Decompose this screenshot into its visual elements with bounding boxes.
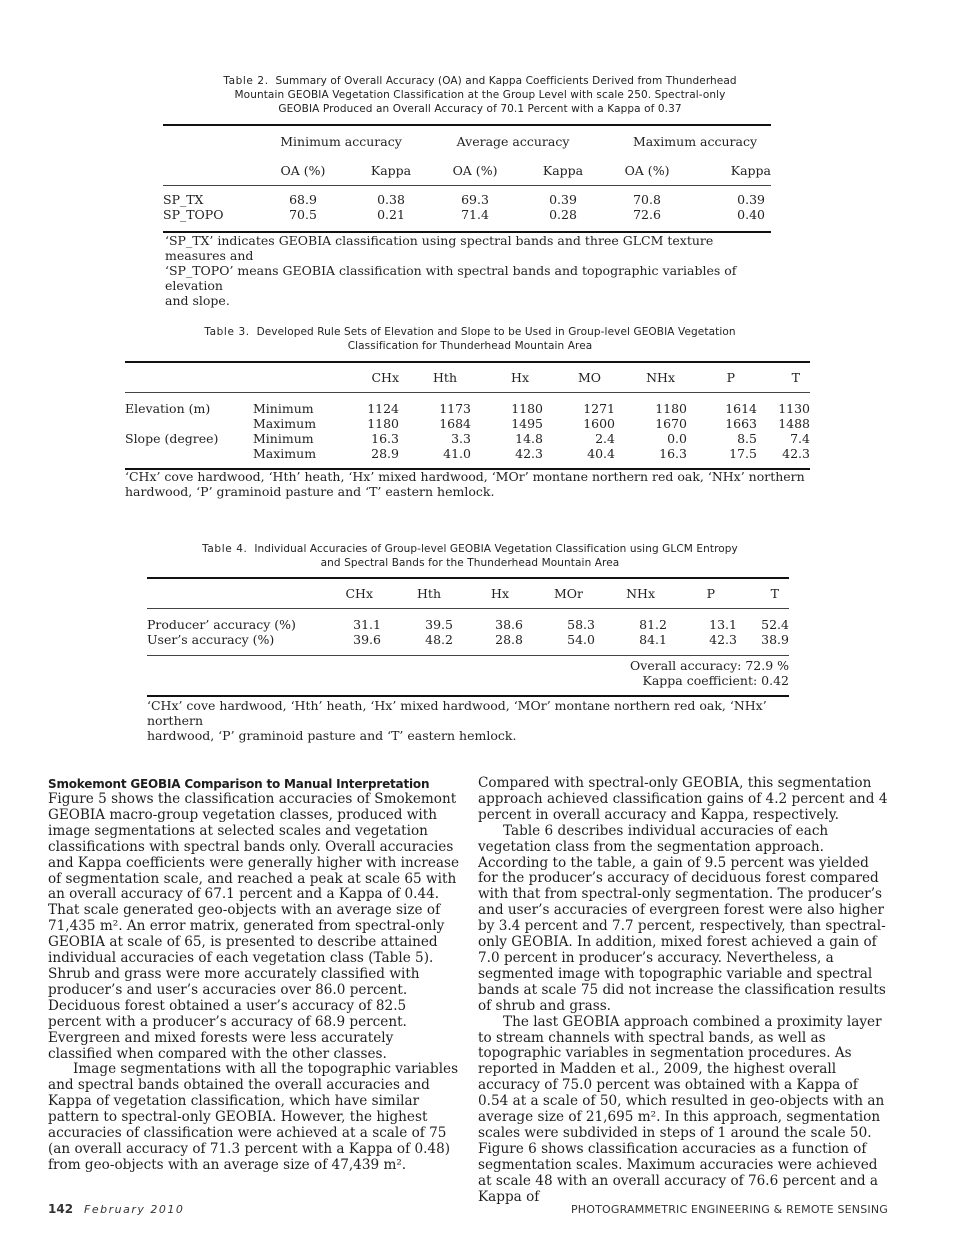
- table-cell: 72.6: [633, 207, 661, 222]
- table-row: [163, 207, 771, 222]
- table2-row-label: SP_TX: [163, 192, 204, 207]
- table-cell: 16.3: [659, 446, 687, 461]
- table-cell: 1130: [778, 401, 810, 416]
- table4-header: P: [706, 585, 715, 601]
- left-column: [48, 776, 460, 1174]
- table-cell: 39.5: [425, 617, 453, 632]
- table-cell: 1124: [367, 401, 399, 416]
- issue-date: February 2010: [84, 1203, 185, 1216]
- table-cell: 42.3: [782, 446, 810, 461]
- table3-caption-line-1: [160, 325, 780, 339]
- page-number: 142: [48, 1202, 74, 1216]
- journal-name: PHOTOGRAMMETRIC ENGINEERING & REMOTE SENSING: [570, 1203, 888, 1216]
- table3-header: Hth: [433, 369, 457, 385]
- table3-header: T: [791, 369, 800, 385]
- table-cell: 70.5: [289, 207, 317, 222]
- table-cell: 28.8: [495, 632, 523, 647]
- table4-header: CHx: [345, 585, 373, 601]
- table-cell: 1180: [655, 401, 687, 416]
- table-cell: 0.40: [737, 207, 766, 222]
- table2-caption-line-1: [165, 74, 795, 88]
- table2-caption-line-3: GEOBIA Produced an Overall Accuracy of 70.1 Percent with a Kappa of 0.37: [278, 103, 682, 115]
- table2-group-header: Maximum accuracy: [633, 134, 758, 149]
- table-cell: 0.38: [377, 192, 405, 207]
- table3-note-line: ‘CHx’ cove hardwood, ‘Hth’ heath, ‘Hx’ mixed hardwood, ‘MOr’ montane northern red oak, ‘NHx’ northern: [125, 469, 805, 484]
- table-row: [147, 632, 789, 647]
- body-paragraph: Compared with spectral-only GEOBIA, this segmentation approach achieved classification gains of 4.2 percent and 4 percent in overall accuracy and Kappa, respectively.: [478, 775, 888, 823]
- table-cell: 1180: [367, 416, 399, 431]
- table-cell: 0.0: [667, 431, 687, 446]
- table-cell: 3.3: [451, 431, 471, 446]
- section-heading: Smokemont GEOBIA Comparison to Manual Interpretation: [48, 777, 430, 791]
- table4-header: T: [770, 585, 779, 601]
- table3-row-group: Elevation (m): [125, 401, 211, 416]
- footer-left: [48, 1202, 184, 1216]
- table4-row-label: User’s accuracy (%): [147, 632, 275, 647]
- table4-header: Hth: [417, 585, 441, 601]
- table3-row-stat: Minimum: [253, 431, 314, 446]
- body-paragraph: Table 6 describes individual accuracies of each vegetation class from the segmentation approach. According to the table, a gain of 9.5 percent was yielded for the producer’s accuracy of deciduous forest compared with that from spectral-only segmentation. The producer’s and user’s accuracies of evergreen forest were also higher by 3.4 percent and 7.7 percent, respectively, than spectral-only GEOBIA. In addition, mixed forest achieved a gain of 7.0 percent in producer’s accuracy. Nevertheless, a segmented image with topographic variable and spectral bands at scale 75 did not increase the classification results of shrub and grass.: [478, 822, 886, 1014]
- table-cell: 39.6: [353, 632, 381, 647]
- table-cell: 40.4: [587, 446, 615, 461]
- table-cell: 8.5: [737, 431, 757, 446]
- table4-caption-line-2: and Spectral Bands for the Thunderhead Mountain Area: [320, 557, 620, 569]
- table-cell: 58.3: [567, 617, 595, 632]
- table2-group-header: Minimum accuracy: [280, 134, 402, 149]
- table4-note-line: hardwood, ‘P’ graminoid pasture and ‘T’ eastern hemlock.: [147, 728, 517, 743]
- table-cell: 38.9: [761, 632, 789, 647]
- table-cell: 1684: [439, 416, 471, 431]
- table-cell: 81.2: [639, 617, 667, 632]
- table2-sub-header: OA (%): [280, 163, 326, 179]
- table2-note: [165, 233, 775, 308]
- table2-caption-label: Table 2.: [223, 75, 269, 87]
- table4-caption-label: Table 4.: [202, 543, 248, 555]
- table-cell: 42.3: [709, 632, 737, 647]
- table3-header: Hx: [511, 369, 529, 385]
- table3-row-group: [125, 416, 253, 431]
- body-paragraph: The last GEOBIA approach combined a proximity layer to stream channels with spectral bands, as well as topographic variables in segmentation procedures. As reported in Madden et al., 2009, the highest overall accuracy of 75.0 percent was obtained with a Kappa of 0.54 at a scale of 50, which resulted in geo-objects with an average size of 21,695 m². In this approach, segmentation scales were subdivided in steps of 1 around the scale 50. Figure 6 shows classification accuracies as a function of segmentation scales. Maximum accuracies were achieved at scale 48 with an overall accuracy of 76.6 percent and a Kappa of: [478, 1013, 885, 1205]
- body-paragraph: Image segmentations with all the topographic variables and spectral bands obtained the overall accuracies and Kappa of vegetation classification, which have similar pattern to spectral-only GEOBIA. However, the highest accuracies of classification were achieved at a scale of 75 (an overall accuracy of 71.3 percent with a Kappa of 0.48) from geo-objects with an average size of 47,439 m².: [48, 1061, 459, 1173]
- table4-overall-accuracy: Overall accuracy: 72.9 %: [630, 658, 789, 673]
- table-cell: 13.1: [709, 617, 737, 632]
- table2-note-line: ‘SP_TX’ indicates GEOBIA classification using spectral bands and three GLCM texture measures and: [165, 233, 714, 263]
- table-cell: 0.39: [737, 192, 766, 207]
- table-cell: 70.8: [633, 192, 661, 207]
- table3-header: NHx: [646, 369, 675, 385]
- table4-caption: [160, 542, 780, 570]
- table-cell: 69.3: [461, 192, 489, 207]
- table-row: [125, 416, 810, 431]
- table-cell: 1663: [725, 416, 757, 431]
- right-column: [478, 776, 890, 1205]
- table-cell: 1488: [778, 416, 810, 431]
- table-cell: 1614: [725, 401, 757, 416]
- footer-right: [571, 1202, 888, 1216]
- table-cell: 7.4: [790, 431, 810, 446]
- table2-group-header: Average accuracy: [456, 134, 570, 149]
- table-cell: 1495: [511, 416, 543, 431]
- body-paragraph: Figure 5 shows the classification accuracies of Smokemont GEOBIA macro-group vegetation classes, produced with image segmentations at selected scales and vegetation classifications with spectral bands only. Overall accuracies and Kappa coefficients were generally higher with increase of segmentation scale, and reached a peak at scale 65 with an overall accuracy of 67.1 percent and a Kappa of 0.44. That scale generated geo-objects with an average size of 71,435 m². An error matrix, generated from spectral-only GEOBIA at scale of 65, is presented to describe attained individual accuracies of each vegetation class (Table 5). Shrub and grass were more accurately classified with producer’s and user’s accuracies over 86.0 percent. Deciduous forest obtained a user’s accuracy of 82.5 percent with a producer’s accuracy of 68.9 percent. Evergreen and mixed forests were less accurately classified when compared with the other classes.: [48, 791, 460, 1062]
- table-cell: 1180: [511, 401, 543, 416]
- table-cell: 1600: [583, 416, 615, 431]
- table-row: [125, 392, 810, 416]
- table2-note-line: ‘SP_TOPO’ means GEOBIA classification with spectral bands and topographic variables of elevation: [165, 263, 737, 293]
- table4-note: [147, 698, 807, 743]
- table-cell: 16.3: [371, 431, 399, 446]
- table2-sub-header: Kappa: [370, 163, 412, 179]
- table-cell: 1670: [655, 416, 687, 431]
- table-cell: 71.4: [461, 207, 489, 222]
- table3-note: [125, 469, 815, 499]
- table-row: [125, 431, 810, 446]
- table2-caption-line-2: Mountain GEOBIA Vegetation Classification at the Group Level with scale 250. Spectral-only: [234, 89, 726, 101]
- table3-note-line: hardwood, ‘P’ graminoid pasture and ‘T’ eastern hemlock.: [125, 484, 495, 499]
- table3-header: P: [726, 369, 735, 385]
- table3-header: CHx: [371, 369, 399, 385]
- table3-caption-text-1: Developed Rule Sets of Elevation and Slope to be Used in Group-level GEOBIA Vegetation: [256, 326, 736, 338]
- table4-header: NHx: [626, 585, 655, 601]
- table2-sub-header: OA (%): [624, 163, 670, 179]
- table2-note-line: and slope.: [165, 293, 230, 308]
- table-cell: 14.8: [515, 431, 543, 446]
- table-cell: 38.6: [495, 617, 523, 632]
- table2-sub-header: Kappa: [730, 163, 772, 179]
- table3-caption: [160, 325, 780, 353]
- table3-row-group: Slope (degree): [125, 431, 219, 446]
- table3-header: MO: [577, 369, 601, 385]
- table-cell: 0.28: [549, 207, 577, 222]
- table-cell: 28.9: [371, 446, 399, 461]
- table4-header: MOr: [553, 585, 583, 601]
- table3-row-stat: Maximum: [253, 416, 317, 431]
- table4-note-line: ‘CHx’ cove hardwood, ‘Hth’ heath, ‘Hx’ mixed hardwood, ‘MOr’ montane northern red oak, ‘NHx’ northern: [147, 698, 767, 728]
- table-cell: 1271: [583, 401, 615, 416]
- table4-caption-line-1: [160, 542, 780, 556]
- table-cell: 52.4: [761, 617, 789, 632]
- table2-caption-text-1: Summary of Overall Accuracy (OA) and Kappa Coefficients Derived from Thunderhead: [275, 75, 737, 87]
- table-cell: 1173: [439, 401, 471, 416]
- table-row: [125, 446, 810, 461]
- table2-sub-header: Kappa: [542, 163, 584, 179]
- table3-row-stat: Minimum: [253, 401, 314, 416]
- table2: [163, 124, 771, 233]
- table3-row-stat: Maximum: [253, 446, 317, 461]
- table-cell: 0.39: [549, 192, 577, 207]
- table4-header: Hx: [491, 585, 509, 601]
- table-cell: 41.0: [443, 446, 471, 461]
- table-cell: 2.4: [595, 431, 615, 446]
- table-cell: 84.1: [639, 632, 667, 647]
- table2-caption: [165, 74, 795, 116]
- table4-kappa-coefficient: Kappa coefficient: 0.42: [642, 673, 789, 688]
- table-cell: 17.5: [729, 446, 757, 461]
- table2-row-label: SP_TOPO: [163, 207, 224, 222]
- table4-caption-text-1: Individual Accuracies of Group-level GEOBIA Vegetation Classification using GLCM Entropy: [254, 543, 738, 555]
- table2-sub-header: OA (%): [452, 163, 498, 179]
- table-cell: 48.2: [425, 632, 453, 647]
- table4: [147, 577, 789, 697]
- table4-row-label: Producer’ accuracy (%): [147, 617, 296, 632]
- table-row: [147, 608, 789, 632]
- table-cell: 31.1: [353, 617, 381, 632]
- table-cell: 68.9: [289, 192, 317, 207]
- table-cell: 54.0: [567, 632, 595, 647]
- table3-caption-line-2: Classification for Thunderhead Mountain Area: [347, 340, 593, 352]
- table-cell: 42.3: [515, 446, 543, 461]
- table3: [125, 361, 810, 470]
- table3-caption-label: Table 3.: [204, 326, 250, 338]
- table-cell: 0.21: [377, 207, 405, 222]
- table-row: [163, 185, 771, 207]
- table3-row-group: [125, 446, 253, 461]
